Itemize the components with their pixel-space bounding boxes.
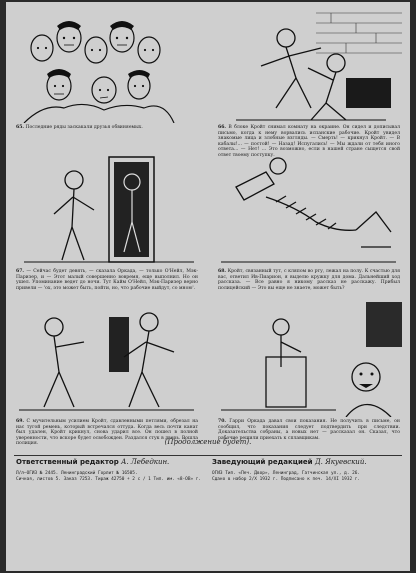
caption-69: 69. С мучительным усилием Кройт, сдавленными петлями, обрезал на нас тугой ремень, который встречался оттуда. Когда весь почти канат был удален, Кройт крикнул, снова ударил все. Он пошел в полной уверенности, что вскоре будет освобожден. Раздался стук в дверь. Вошла полиция.: [16, 419, 198, 447]
room-fight-illustration: [216, 8, 402, 123]
comic-panel-70: [216, 302, 402, 441]
caption-67: 67. — Сейчас будет девять, — сказала Оркада, — только О'Нейл, Мэк-Паризер, и — Этот малый совершенно вовремя, еще выполнил. Но он ушел. Упоминание ведет до ночи. Тут Кайм О'Нейл, Мэк-Паризер верно привели — 'ох, это может быть, пойти, но, что рабочие выйдут, со мною'.: [16, 269, 198, 291]
court-illustration: [216, 302, 402, 417]
doorway-illustration: [14, 152, 200, 267]
printing-details: [16, 471, 402, 482]
continued-note: (Продолжение будет).: [164, 438, 252, 446]
comic-panel-69: [14, 302, 200, 447]
head-credit: Заведующий редакцией Д. Якуевский.: [212, 458, 367, 466]
editors-line: [16, 458, 402, 466]
comic-panel-65: [14, 8, 200, 131]
bound-man-illustration: [216, 152, 402, 267]
caption-68: 68. Кройт, связанный тут, с кляпом во рту, лежал на полу. К счастью для вас, ответил Ив-Пиарион, я выделю кружку для дома. Дальнейший ход рассказа. — Все равно я никому рассказ не расскажу. Прибыл полицейский — Это вы еще не знаете, может быть?: [218, 269, 400, 291]
caption-66: 66. В блоке Кройт снимал комнату на окраине. Он сидел и дописывал письмо, когда к нему ворвались испанские рабочие. Кройт увидел знакомые лица и злобные взгляды. — Смерть! — крикнул Кройт. — В кабалы!... — постой! — Назад! Испугались! — Мы ждали от тебя иного ответа... — Нет! ... Это возможно, если в нашей стране сыщется свой ответ твоему поступку.: [218, 125, 400, 158]
struggle-illustration: [14, 302, 200, 417]
crowd-illustration: [14, 8, 200, 123]
editor-credit: Ответственный редактор А. Лебедкин.: [16, 458, 170, 466]
printing-details-left: Л/л—ОГИЗ № 2445. Ленинградский Горлит № 16505. Сичная, листов 5. Заказ 7253. Тираж 42750 + 2 с / 1 Тип. им. «8-ОВ» г.: [16, 471, 202, 482]
caption-70: 70. Гарри Оркада давал свои показания. Не получить в письме, он сообщил, что показания следует подтвердить при следствии. Доказательства собраны, а новых нет — рассказал он. Сказал, что рабочие решили приехать к сплавщикам.: [218, 419, 400, 441]
comic-panel-67: [14, 152, 200, 291]
printing-details-right: ОГИЗ Тип. «Печ. Двор», Ленинград, Гатчинская ул., д. 26. Сдано в набор 2/X 1932 г. Подписано к печ. 14/XI 1932 г.: [212, 471, 361, 482]
caption-65: 65. Последние ряды заскакали друзья обвиняемых.: [16, 125, 143, 130]
magazine-page: [6, 2, 410, 571]
comic-panel-68: [216, 152, 402, 291]
comic-panel-66: [216, 8, 402, 159]
footer-divider: [14, 455, 402, 456]
